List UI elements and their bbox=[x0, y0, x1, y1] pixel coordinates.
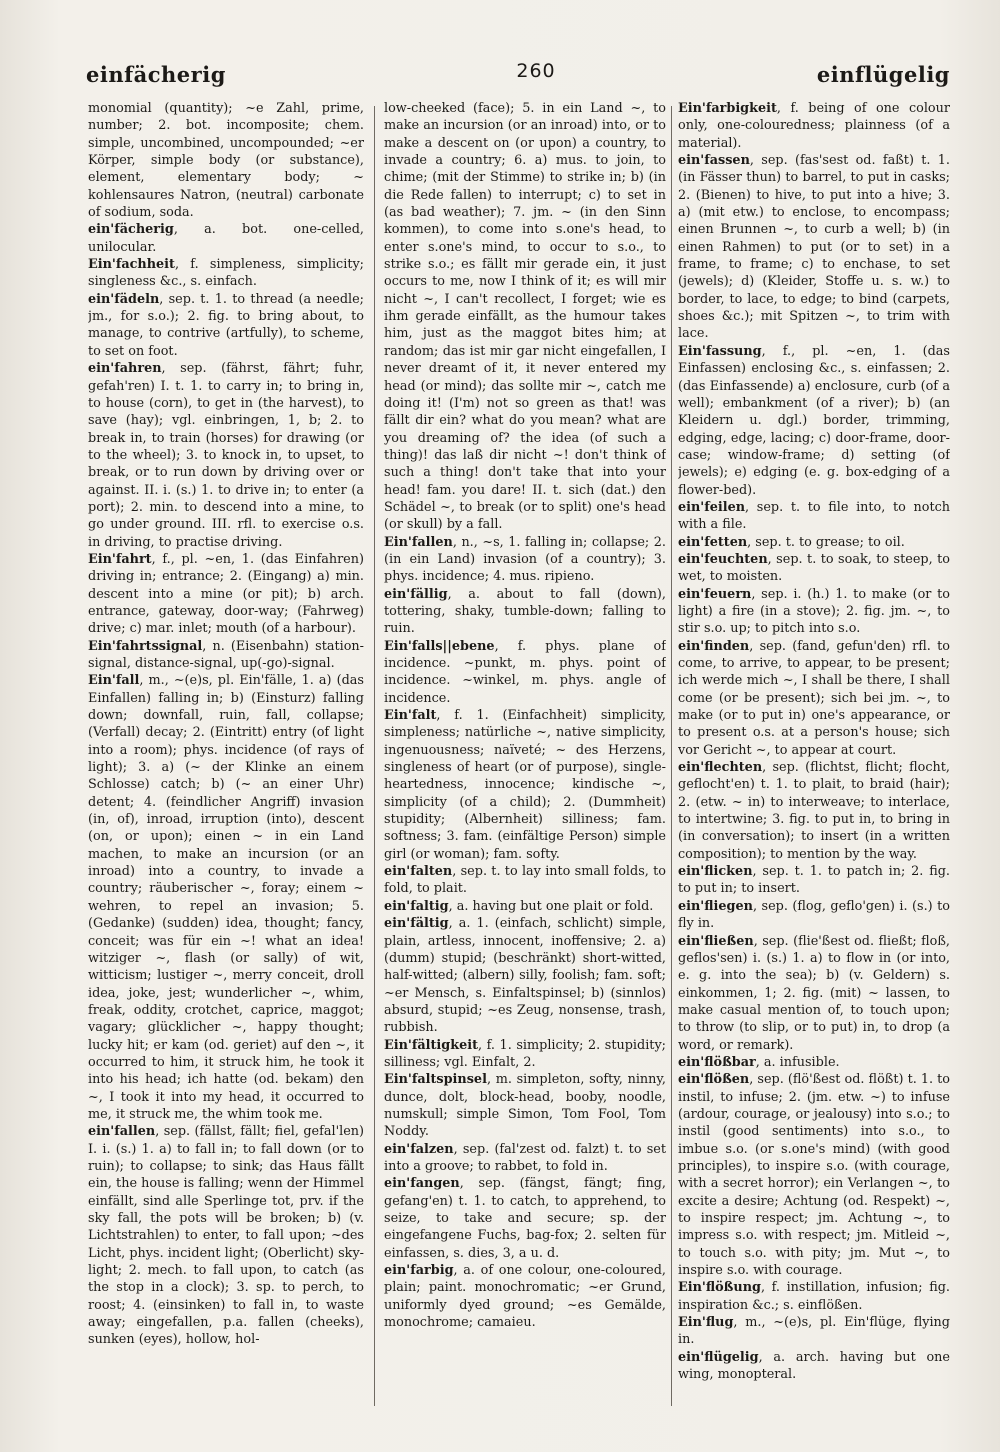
dictionary-entry: ein'fangen, sep. (fängst, fängt; fing, gefang'en) t. 1. to catch, to apprehend, to seize, to take and secure; sp. der eingefangene Fuchs, bag-fox; 2. selten für einfassen, s. dies, 3, a u. d. bbox=[384, 1176, 666, 1261]
entry-headword: Ein'fahrtssignal bbox=[88, 638, 203, 654]
entry-headword: ein'finden bbox=[678, 638, 750, 654]
entry-headword: Ein'fahrt bbox=[88, 551, 152, 567]
dictionary-entry: ein'falten, sep. t. to lay into small folds, to fold, to plait. bbox=[384, 864, 666, 897]
dictionary-entry: ein'feilen, sep. t. to file into, to notch with a file. bbox=[678, 499, 950, 533]
dictionary-entry: ein'flößbar, a. infusible. bbox=[678, 1054, 840, 1070]
dictionary-entry: ein'fliegen, sep. (flog, geflo'gen) i. (s.) to fly in. bbox=[678, 898, 950, 932]
dictionary-entry: Ein'fahrt, f., pl. ~en, 1. (das Einfahren) driving in; entrance; 2. (Eingang) a) min. descent into a mine (or pit); b) arch. entrance, gateway, door-way; (Fahrweg) drive; c) mar. inlet; mouth (of a harbour). bbox=[88, 551, 364, 637]
entry-headword: Ein'fassung bbox=[678, 343, 762, 359]
entry-headword: ein'fließen bbox=[678, 933, 754, 949]
dictionary-entry: ein'feuchten, sep. t. to soak, to steep, to wet, to moisten. bbox=[678, 551, 950, 585]
dictionary-entry: ein'falzen, sep. (fal'zest od. falzt) t. to set into a groove; to rabbet, to fold in. bbox=[384, 1141, 666, 1174]
entry-headword: ein'fahren bbox=[88, 361, 162, 377]
column-divider-2 bbox=[671, 106, 672, 1406]
dictionary-entry: ein'fältig, a. 1. (einfach, schlicht) simple, plain, artless, innocent, inoffensive; 2. a) (dumm) stupid; (beschränkt) short-witted, half-witted; (albern) silly, foolish; fam. soft; ~er Mensch, s. Einfaltspinsel; b) (sinnlos) absurd, stupid; ~es Zeug, nonsense, trash, rubbish. bbox=[384, 916, 666, 1036]
entry-headword: Ein'fall bbox=[88, 673, 140, 689]
dictionary-entry: Ein'flug, m., ~(e)s, pl. Ein'flüge, flying in. bbox=[678, 1315, 950, 1348]
entry-headword: Ein'flößung bbox=[678, 1280, 761, 1296]
page-header bbox=[86, 58, 950, 92]
entry-headword: ein'fädeln bbox=[88, 291, 160, 307]
dictionary-entry: ein'flechten, sep. (flichtst, flicht; flocht, geflocht'en) t. 1. to plait, to braid (hair); 2. (etw. ~ in) to interweave; to interlace, to intertwine; 3. fig. to put in, to bring in (in conversation); to insert (in a written composition); to mention by the way. bbox=[678, 760, 950, 862]
entry-headword: ein'falten bbox=[384, 864, 453, 880]
dictionary-entry: Ein'falt, f. 1. (Einfachheit) simplicity, simpleness; natürliche ~, native simplicity, ingenuousness; naïveté; ~ des Herzens, singleness of heart (or of purpose), single-heartedness, innocence; kindische ~, simplicity (of a child); 2. (Dummheit) stupidity; (Albernheit) silliness; fam. softness; 3. fam. (einfältige Person) simple girl (or woman); fam. softy. bbox=[384, 708, 666, 862]
entry-headword: ein'fällig bbox=[384, 586, 448, 602]
dictionary-entry: ein'fahren, sep. (fährst, fährt; fuhr, gefah'ren) I. t. 1. to carry in; to bring in, to house (corn), to get in (the harvest), to save (hay); vgl. einbringen, 1, b; 2. to break in, to train (horses) for drawing (or to the wheel); 3. to knock in, to upset, to break, or to run down by driving over or against. II. i. (s.) 1. to drive in; to enter (a port); 2. min. to descend into a mine, to go under ground. III. rfl. to exercise o.s. in driving, to practise driving. bbox=[88, 361, 364, 550]
dictionary-entry: Ein'falls||ebene, f. phys. plane of incidence. ~punkt, m. phys. point of incidence. ~winkel, m. phys. angle of incidence. bbox=[384, 638, 666, 706]
entry-headword: ein'fassen bbox=[678, 153, 750, 169]
entry-headword: ein'fliegen bbox=[678, 898, 753, 914]
entry-headword: ein'flechten bbox=[678, 760, 763, 776]
entry-headword: ein'flößbar bbox=[678, 1054, 756, 1070]
entry-headword: ein'fältig bbox=[384, 916, 449, 932]
entry-headword: ein'fangen bbox=[384, 1176, 460, 1192]
entry-headword: Ein'flug bbox=[678, 1315, 734, 1331]
right-running-headword: einflügelig bbox=[816, 62, 950, 87]
dictionary-column-2 bbox=[384, 100, 666, 1331]
dictionary-entry: ein'fächerig, a. bot. one-celled, unilocular. bbox=[88, 222, 364, 255]
dictionary-entry: ein'fallen, sep. (fällst, fällt; fiel, gefal'len) I. i. (s.) 1. a) to fall in; to fall down (or to ruin); to collapse; to sink; das Haus fällt ein, the house is falling; wenn der Himmel einfällt, sind alle Sperlinge tot, prv. if the sky fall, the pots will be broken; b) (v. Lichtstrahlen) to enter, to fall upon; ~des Licht, phys. incident light; (Oberlicht) sky-light; 2. mech. to fall upon, to catch (as the stop in a clock); 3. sp. to perch, to roost; 4. (einsinken) to fall in, to waste away; eingefallen, p.a. fallen (cheeks), sunken (eyes), hollow, hol- bbox=[88, 1124, 364, 1348]
entry-headword: ein'fächerig bbox=[88, 222, 174, 238]
dictionary-entry: ein'feuern, sep. i. (h.) 1. to make (or to light) a fire (in a stove); 2. fig. jm. ~, to stir s.o. up; to pitch into s.o. bbox=[678, 586, 950, 637]
dictionary-entry: Ein'fallen, n., ~s, 1. falling in; collapse; 2. (in ein Land) invasion (of a country); 3. phys. incidence; 4. mus. ripieno. bbox=[384, 534, 666, 585]
entry-headword: ein'faltig bbox=[384, 898, 449, 914]
entry-headword: Ein'falt bbox=[384, 708, 437, 724]
dictionary-entry: ein'flügelig, a. arch. having but one wing, monopteral. bbox=[678, 1349, 950, 1383]
entry-headword: Ein'fallen bbox=[384, 534, 453, 550]
dictionary-entry: Ein'faltspinsel, m. simpleton, softy, ninny, dunce, dolt, block-head, booby, noodle, numskull; simple Simon, Tom Fool, Tom Noddy. bbox=[384, 1072, 666, 1140]
entry-headword: ein'flicken bbox=[678, 864, 753, 880]
entry-headword: ein'fetten bbox=[678, 534, 748, 550]
dictionary-entry: ein'flicken, sep. t. 1. to patch in; 2. fig. to put in; to insert. bbox=[678, 864, 950, 897]
left-running-headword: einfächerig bbox=[86, 62, 226, 87]
entry-headword: ein'farbig bbox=[384, 1263, 454, 1279]
dictionary-entry: ein'farbig, a. of one colour, one-coloured, plain; paint. monochromatic; ~er Grund, uniformly dyed ground; ~es Gemälde, monochrome; camaieu. bbox=[384, 1263, 666, 1331]
dictionary-entry: Ein'fahrtssignal, n. (Eisenbahn) station-signal, distance-signal, up(-go)-signal. bbox=[88, 638, 364, 671]
entry-headword: ein'flößen bbox=[678, 1072, 750, 1088]
entry-headword: ein'feuern bbox=[678, 586, 752, 602]
dictionary-entry: ein'fädeln, sep. t. 1. to thread (a needle; jm., for s.o.); 2. fig. to bring about, to manage, to contrive (artfully), to scheme, to set on foot. bbox=[88, 291, 364, 359]
entry-headword: ein'fallen bbox=[88, 1124, 156, 1140]
entry-headword: Ein'faltspinsel bbox=[384, 1072, 487, 1088]
dictionary-entry: ein'fassen, sep. (fas'sest od. faßt) t. 1. (in Fässer thun) to barrel, to put in casks; 2. (Bienen) to hive, to put into a hive; 3. a) (mit etw.) to enclose, to encompass; einen Brunnen ~, to curb a well; b) (in einen Rahmen) to put (or to set) in a frame, to frame; c) to enchase, to set (jewels); d) (Kleider, Stoffe u. s. w.) to border, to lace, to edge; to bind (carpets, shoes &c.); mit Spitzen ~, to trim with lace. bbox=[678, 153, 950, 342]
dictionary-entry: monomial (quantity); ~e Zahl, prime, number; 2. bot. incomposite; chem. simple, uncombined, uncompounded; ~er Körper, simple body (or substance), element, elementary body; ~ kohlensaures Natron, (neutral) carbonate of sodium, soda. bbox=[88, 101, 364, 221]
dictionary-entry: ein'finden, sep. (fand, gefun'den) rfl. to come, to arrive, to appear, to be present; ich werde mich ~, I shall be there, I shall come (or be present); sich bei jm. ~, to make (or to put in) one's appearance, or to present o.s. at a person's house; sich vor Gericht ~, to appear at court. bbox=[678, 638, 950, 758]
entry-headword: ein'falzen bbox=[384, 1141, 454, 1157]
dictionary-entry: Ein'fall, m., ~(e)s, pl. Ein'fälle, 1. a) (das Einfallen) falling in; b) (Einsturz) falling down; downfall, ruin, fall, collapse; (Verfall) decay; 2. (Eintritt) entry (of light into a room); phys. incidence (of rays of light); 3. a) (~ der Klinke an einem Schlosse) catch; b) (~ an einer Uhr) detent; 4. (feindlicher Angriff) invasion (in, of), inroad, irruption (into), descent (on, or upon); einen ~ in ein Land machen, to make an incursion (or an inroad) into a country, to invade a country; räuberischer ~, foray; einem ~ wehren, to repel an invasion; 5. (Gedanke) (sudden) idea, thought; fancy, conceit; was für ein ~! what an idea! witziger ~, flash (or sally) of wit, witticism; lustiger ~, merry conceit, droll idea, joke, jest; wunderlicher ~, whim, freak, oddity, crotchet, caprice, maggot; vagary; glücklicher ~, happy thought; lucky hit; er kam (od. geriet) auf den ~, it occurred to him, it struck him, he took it into his head; ich hatte (od. bekam) den ~, I took it into my head, it occurred to me, it struck me, the whim took me. bbox=[88, 673, 364, 1122]
dictionary-entry: ein'fließen, sep. (flie'ßest od. fließt; floß, geflos'sen) i. (s.) 1. a) to flow in (or into, e. g. into the sea); b) (v. Geldern) s. einkommen, 1; 2. fig. (mit) ~ lassen, to make casual mention of, to touch upon; to throw (to slip, or to put) in, to drop (a word, or remark). bbox=[678, 933, 950, 1053]
dictionary-entry: ein'fetten, sep. t. to grease; to oil. bbox=[678, 534, 905, 550]
dictionary-entry: ein'flößen, sep. (flö'ßest od. flößt) t. 1. to instil, to infuse; 2. (jm. etw. ~) to infuse (ardour, courage, or jealousy) into s.o.; to instil (good sentiments) into s.o., to imbue s.o. (or s.one's mind) (with good principles), to inspire s.o. (with courage, with a secret horror); ein Verlangen ~, to excite a desire; Achtung (od. Respekt) ~, to inspire respect; jm. Achtung ~, to impress s.o. with respect; jm. Mitleid ~, to touch s.o. with pity; jm. Mut ~, to inspire s.o. with courage. bbox=[678, 1072, 950, 1279]
dictionary-column-1 bbox=[88, 100, 364, 1349]
entry-headword: Ein'farbigkeit bbox=[678, 101, 777, 116]
dictionary-entry: ein'fällig, a. about to fall (down), tottering, shaky, tumble-down; falling to ruin. bbox=[384, 586, 666, 637]
entry-headword: ein'flügelig bbox=[678, 1349, 759, 1365]
dictionary-entry: Ein'fältigkeit, f. 1. simplicity; 2. stupidity; silliness; vgl. Einfalt, 2. bbox=[384, 1037, 666, 1070]
entry-headword: Ein'fachheit bbox=[88, 257, 175, 273]
dictionary-entry: Ein'fassung, f., pl. ~en, 1. (das Einfassen) enclosing &c., s. einfassen; 2. (das Einfassende) a) enclosure, curb (of a well); embankment (of a river); b) (an Kleidern u. dgl.) border, trimming, edging, edge, lacing; c) door-frame, door-case; window-frame; d) setting (of jewels); e) edging (e. g. box-edging of a flower-bed). bbox=[678, 343, 950, 498]
column-divider-1 bbox=[374, 106, 375, 1406]
entry-headword: ein'feuchten bbox=[678, 551, 768, 567]
entry-headword: Ein'falls||ebene bbox=[384, 638, 495, 654]
dictionary-column-3 bbox=[678, 100, 950, 1383]
page-number: 260 bbox=[516, 60, 556, 82]
dictionary-entry: low-cheeked (face); 5. in ein Land ~, to make an incursion (or an inroad) into, or to make a descent on (or upon) a country, to invade a country; 6. a) mus. to join, to chime; (mit der Stimme) to strike in; b) (in die Rede fallen) to interrupt; c) to set in (as bad weather); 7. jm. ~ (in den Sinn kommen), to come into s.one's head, to enter s.one's mind, to occur to s.o., to strike s.o.; es fällt mir gerade ein, it just occurs to me, now I think of it; es will mir nicht ~, I can't recollect, I forget; wie es ihm gerade einfällt, as the humour takes him, just as the maggot bites him; at random; das ist mir gar nicht eingefallen, I never dreamt of it, it never entered my head (or mind); das sollte mir ~, catch me doing it! (I'm) not so green as that! was fällt dir ein? what do you mean? what are you dreaming of? the idea (of such a thing)! das laß dir nicht ~! don't think of such a thing! don't take that into your head! fam. you dare! II. t. sich (dat.) den Schädel ~, to break (or to split) one's head (or skull) by a fall. bbox=[384, 101, 666, 533]
dictionary-entry: Ein'flößung, f. instillation, infusion; fig. inspiration &c.; s. einflößen. bbox=[678, 1280, 950, 1313]
dictionary-entry: ein'faltig, a. having but one plait or fold. bbox=[384, 898, 654, 914]
dictionary-entry: Ein'farbigkeit, f. being of one colour only, one-colouredness; plainness (of a material). bbox=[678, 101, 950, 151]
entry-headword: Ein'fältigkeit bbox=[384, 1037, 478, 1053]
entry-headword: ein'feilen bbox=[678, 499, 746, 515]
dictionary-entry: Ein'fachheit, f. simpleness, simplicity; singleness &c., s. einfach. bbox=[88, 257, 364, 290]
